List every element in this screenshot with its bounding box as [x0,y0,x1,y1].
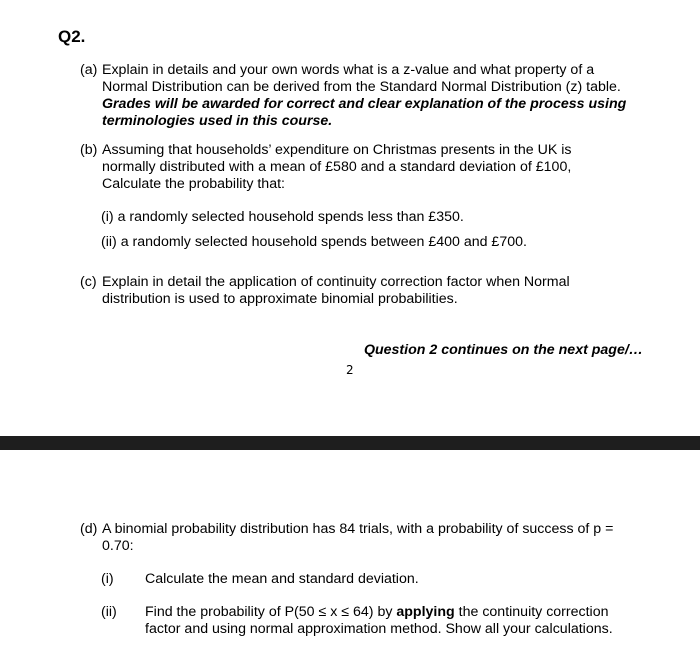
page-number: 2 [346,363,354,377]
part-d-label: (d) [80,521,98,537]
part-a [80,62,640,130]
part-b-item [101,209,464,226]
question-heading: Q2. [58,27,86,46]
page-divider [0,436,700,450]
part-d-item-text-before: Find the probability of P(50 ≤ x ≤ 64) by [145,604,397,620]
part-c [80,274,620,308]
part-a-text: Explain in details and your own words what is a z-value and what property of a Normal Distribution can be derived from the Standard Normal Distribution (z) table. [102,62,621,95]
part-d-item-label: (i) [101,571,114,587]
page-two [0,450,700,668]
part-d-item [101,604,641,638]
part-a-label: (a) [80,62,98,78]
part-d-item-text [145,604,641,638]
part-d [80,521,640,555]
part-a-emphasis: Grades will be awarded for correct and clear explanation of the process using terminologies used in this course. [102,96,627,129]
part-b-item-text: a randomly selected household spends between £400 and £700. [120,234,527,250]
continues-note: Question 2 continues on the next page/… [363,342,643,358]
part-b-text: Assuming that households’ expenditure on Christmas presents in the UK is normally distributed with a mean of £580 and a standard deviation of £100, Calculate the probability that: [102,142,572,192]
part-c-text: Explain in detail the application of continuity correction factor when Normal distribution is used to approximate binomial probabilities. [102,274,570,307]
part-b-item-label: (i) [101,209,114,225]
part-d-item-text: Calculate the mean and standard deviation. [145,571,419,587]
part-d-text: A binomial probability distribution has 84 trials, with a probability of success of p = 0.70: [102,521,614,554]
part-d-item-text-after: the continuity correction factor and using normal approximation method. Show all your calculations. [145,604,613,637]
part-d-item-text-bold: applying [396,604,455,620]
part-b [80,142,620,193]
part-b-item-text: a randomly selected household spends less than £350. [117,209,464,225]
part-b-label: (b) [80,142,98,158]
part-c-label: (c) [80,274,97,290]
part-d-item-label: (ii) [101,604,117,620]
part-d-item [101,571,641,588]
part-b-item-label: (ii) [101,234,117,250]
part-b-item [101,234,527,251]
